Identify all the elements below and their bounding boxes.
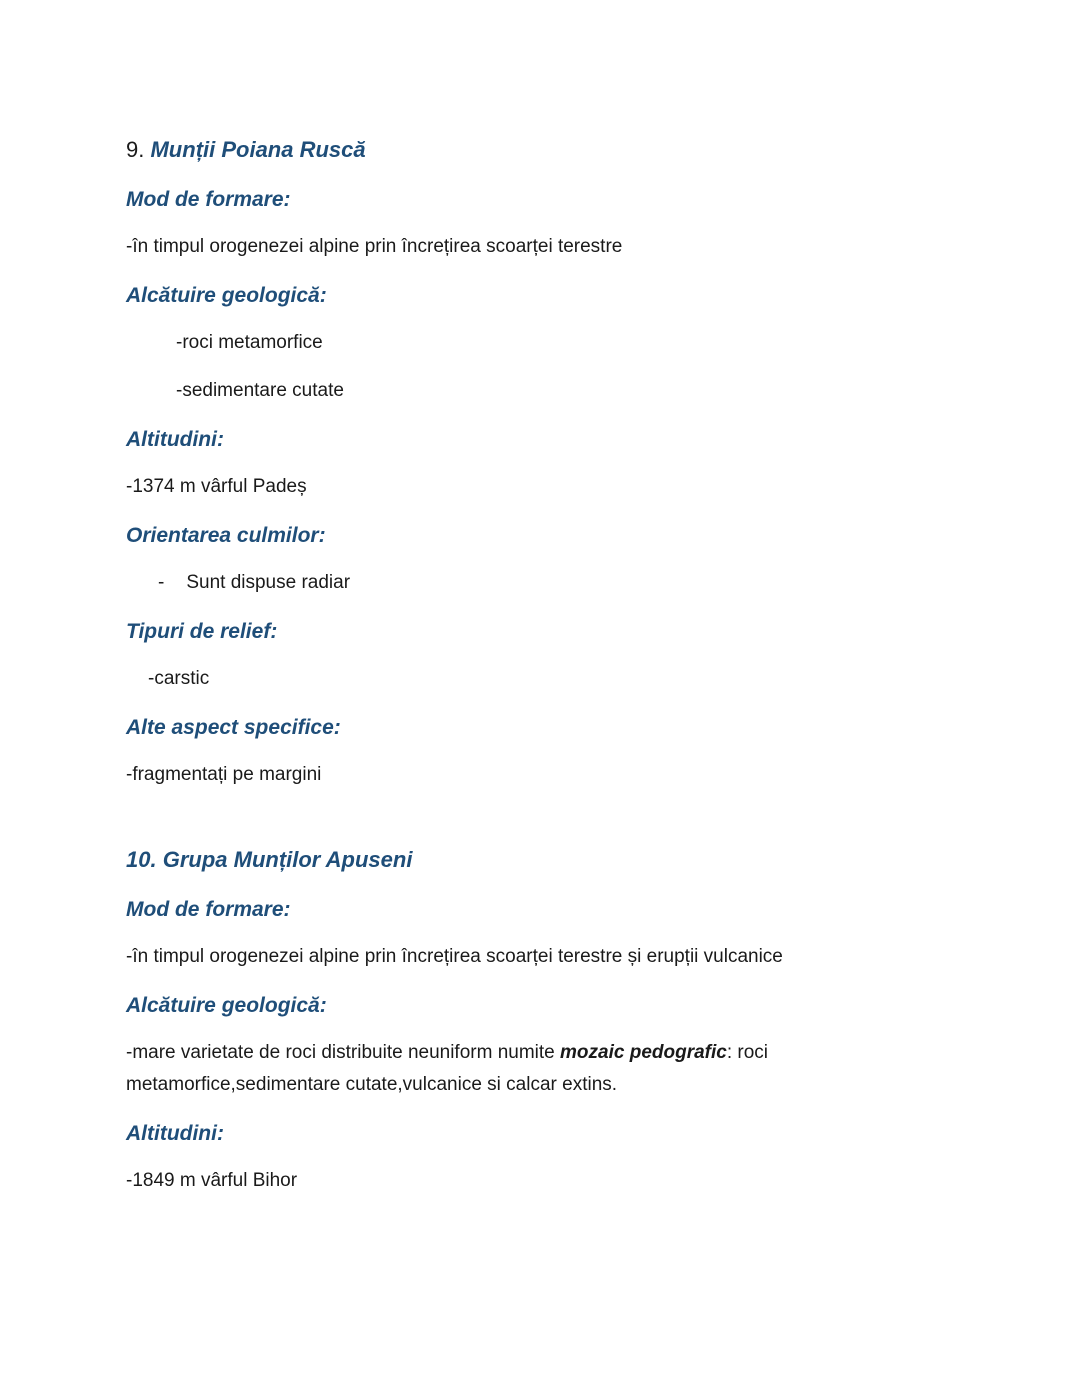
body-run: : roci metamorfice,sedimentare cutate,vulcanice si calcar extins.	[126, 1042, 769, 1095]
section-title-text: Munții Poiana Ruscă	[150, 137, 366, 162]
section-10	[126, 843, 954, 1197]
list-item	[126, 567, 954, 599]
body-paragraph-rich	[126, 1037, 954, 1101]
subheading-altitudini: Altitudini:	[126, 428, 224, 451]
list-item: -carstic	[148, 668, 210, 689]
dash-marker: -	[158, 572, 165, 593]
subheading-tipuri-de-relief: Tipuri de relief:	[126, 620, 278, 643]
section-9	[126, 133, 954, 791]
list-item-text: Sunt dispuse radiar	[186, 572, 351, 593]
subheading-alte-aspect-specifice: Alte aspect specifice:	[126, 716, 341, 739]
body-run: -mare varietate de roci distribuite neuniform numite	[126, 1042, 561, 1063]
subheading-orientarea-culmilor: Orientarea culmilor:	[126, 524, 326, 547]
subheading-alcatuire-geologica: Alcătuire geologică:	[126, 994, 327, 1017]
body-paragraph: -în timpul orogenezei alpine prin încrețirea scoarței terestre	[126, 236, 623, 257]
body-paragraph: -în timpul orogenezei alpine prin încrețirea scoarței terestre și erupții vulcanice	[126, 946, 783, 967]
emphasized-run: mozaic pedografic	[560, 1042, 727, 1063]
section-title-text: Grupa Munților Apuseni	[162, 847, 413, 872]
section-title	[126, 133, 954, 167]
list-item: -roci metamorfice	[176, 332, 323, 353]
body-paragraph: -fragmentați pe margini	[126, 764, 322, 785]
section-number: 9.	[126, 137, 145, 162]
subheading-altitudini: Altitudini:	[126, 1122, 224, 1145]
body-paragraph: -1849 m vârful Bihor	[126, 1170, 298, 1191]
list-item: -sedimentare cutate	[176, 380, 344, 401]
body-paragraph: -1374 m vârful Padeș	[126, 476, 307, 497]
subheading-mod-de-formare: Mod de formare:	[126, 188, 291, 211]
section-title	[126, 843, 954, 877]
subheading-alcatuire-geologica: Alcătuire geologică:	[126, 284, 327, 307]
subheading-mod-de-formare: Mod de formare:	[126, 898, 291, 921]
section-number: 10.	[126, 847, 157, 872]
